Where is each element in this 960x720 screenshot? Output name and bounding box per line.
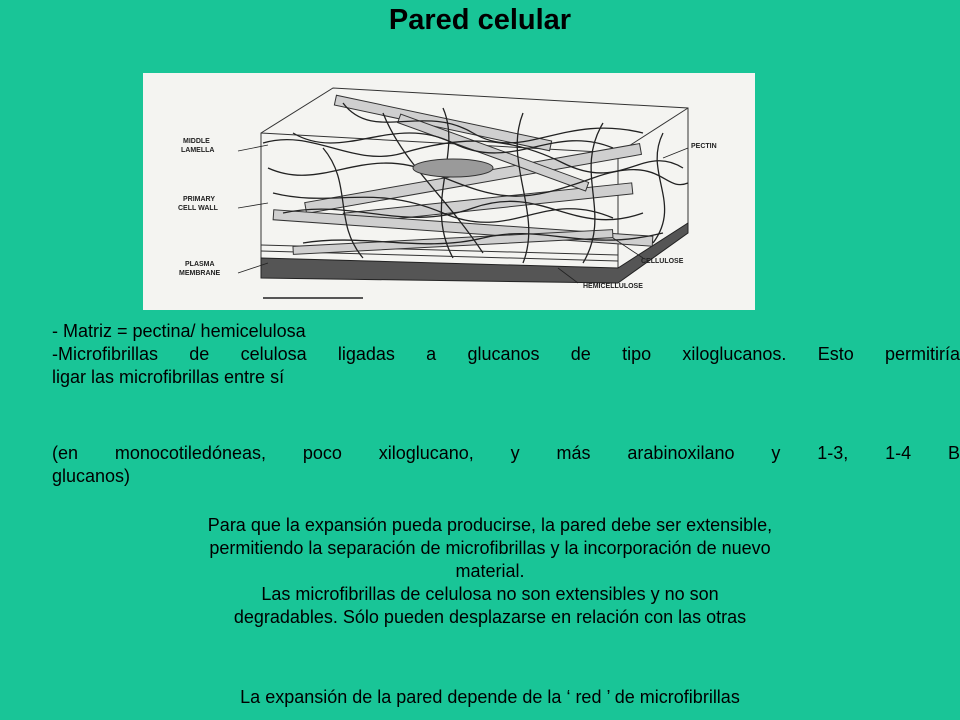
- label-middle-lamella-2: LAMELLA: [181, 147, 215, 154]
- label-middle-lamella-1: MIDDLE: [183, 138, 210, 145]
- monocot-note: [52, 442, 960, 488]
- bullet-matrix: - Matriz = pectina/ hemicelulosa: [52, 321, 306, 341]
- bullet-microfibrils-line1: -Microfibrillas de celulosa ligadas a glucanos de tipo xiloglucanos. Esto permitiría: [52, 344, 960, 364]
- paragraph-line2: permitiendo la separación de microfibrillas y la incorporación de nuevo: [209, 538, 771, 558]
- paragraph-line3: material.: [455, 561, 525, 581]
- page-title: Pared celular: [388, 4, 572, 36]
- conclusion: La expansión de la pared depende de la ‘ red ’ de microfibrillas: [240, 687, 740, 707]
- label-plasma-membrane-1: PLASMA: [185, 261, 215, 268]
- label-primary-wall-2: CELL WALL: [178, 205, 218, 212]
- expansion-paragraph: [100, 514, 880, 629]
- label-cellulose: CELLULOSE: [641, 258, 684, 265]
- paragraph-line4: Las microfibrillas de celulosa no son extensibles y no son: [261, 584, 719, 604]
- bullet-microfibrils-line2: ligar las microfibrillas entre sí: [52, 367, 285, 387]
- paragraph-line5: degradables. Sólo pueden desplazarse en relación con las otras: [233, 607, 747, 627]
- label-pectin: PECTIN: [691, 143, 717, 150]
- paragraph-line1: Para que la expansión pueda producirse, la pared debe ser extensible,: [207, 515, 773, 535]
- monocot-line2: glucanos): [52, 466, 131, 486]
- bullet-list: [52, 320, 960, 389]
- label-primary-wall-1: PRIMARY: [183, 196, 216, 203]
- label-hemicellulose: HEMICELLULOSE: [583, 283, 643, 290]
- label-plasma-membrane-2: MEMBRANE: [179, 270, 221, 277]
- cell-wall-diagram: [143, 73, 755, 310]
- monocot-line1: (en monocotiledóneas, poco xiloglucano, y más arabinoxilano y 1-3, 1-4 B: [52, 443, 960, 463]
- cell-wall-illustration: [143, 73, 755, 310]
